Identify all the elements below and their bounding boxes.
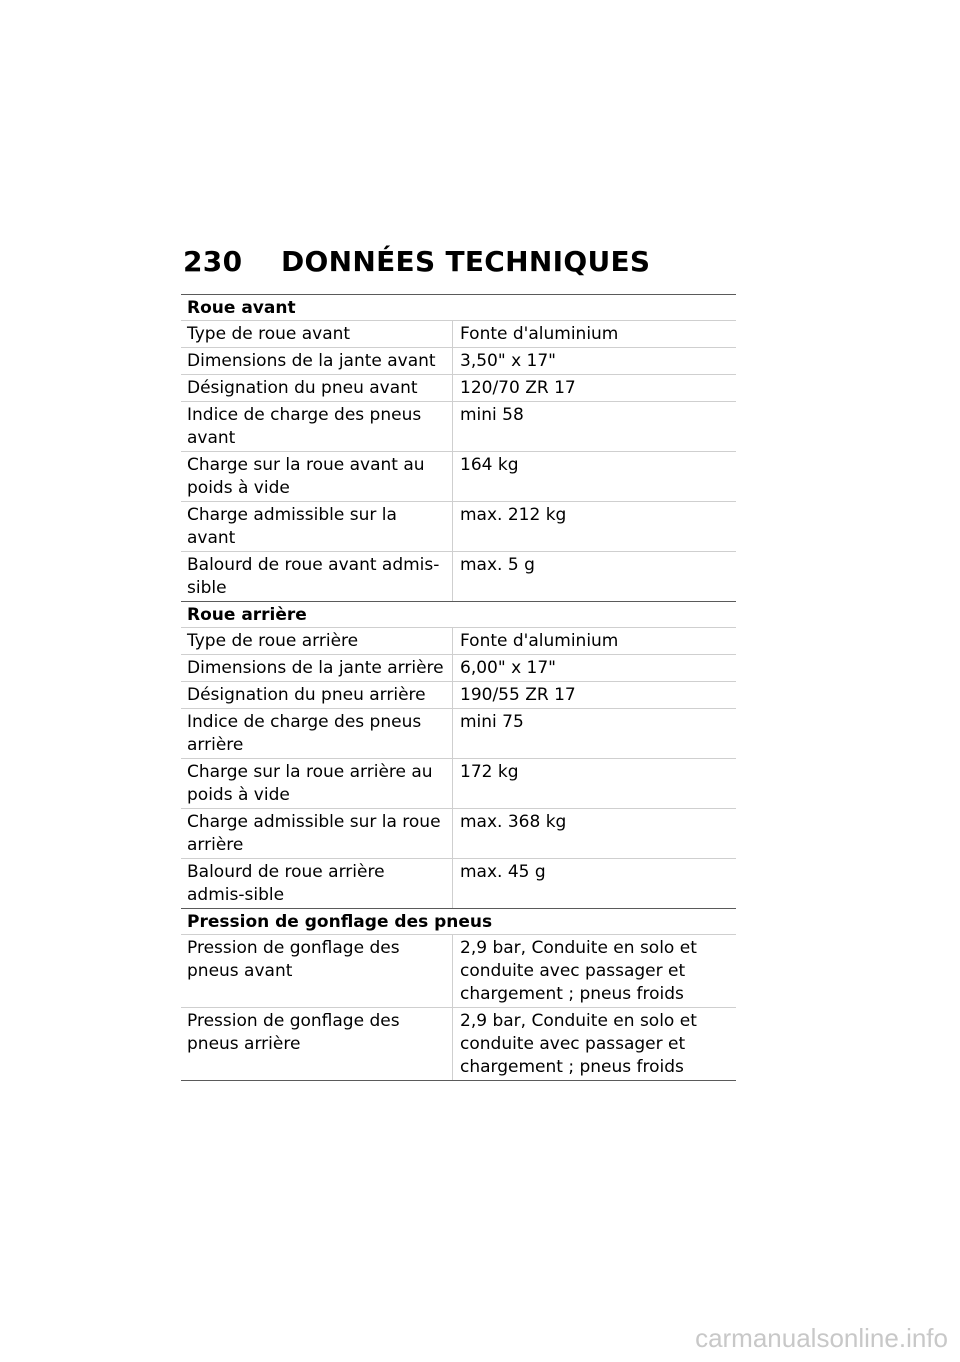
row-value: 2,9 bar, Conduite en solo et conduite avec passager et chargement ; pneus froids [452,1008,736,1080]
table-row [181,759,736,809]
table-row [181,552,736,602]
table-row [181,628,736,655]
row-label: Balourd de roue avant admis-sible [187,555,440,598]
table-row [181,935,736,1008]
table-row [181,655,736,682]
section-title-tire-pressure: Pression de gonflage des pneus [181,909,736,935]
row-value: max. 5 g [452,552,736,601]
row-value: 3,50" x 17" [452,348,736,374]
row-value: max. 212 kg [452,502,736,551]
row-label: Dimensions de la jante avant [187,351,436,371]
table-row [181,1008,736,1080]
table-row [181,402,736,452]
table-row [181,375,736,402]
table-row [181,502,736,552]
page-title: DONNÉES TECHNIQUES [281,245,651,278]
row-value: mini 58 [452,402,736,451]
table-row [181,859,736,909]
row-label: Indice de charge des pneus arrière [187,712,422,755]
watermark: carmanualsonline.info [695,1323,948,1353]
row-label: Pression de gonflage des pneus avant [187,938,400,981]
row-label: Balourd de roue arrière admis-sible [187,862,385,905]
table-row [181,682,736,709]
row-value: 2,9 bar, Conduite en solo et conduite avec passager et chargement ; pneus froids [452,935,736,1007]
row-value: mini 75 [452,709,736,758]
table-row [181,709,736,759]
row-value: 6,00" x 17" [452,655,736,681]
row-value: 172 kg [452,759,736,808]
row-value: 190/55 ZR 17 [452,682,736,708]
table-row [181,452,736,502]
row-label: Désignation du pneu arrière [187,685,426,705]
row-value: Fonte d'aluminium [452,628,736,654]
row-label: Charge sur la roue arrière au poids à vide [187,762,433,805]
row-label: Charge admissible sur la roue arrière [187,812,441,855]
row-label: Charge sur la roue avant au poids à vide [187,455,425,498]
row-label: Type de roue arrière [187,631,359,651]
row-value: Fonte d'aluminium [452,321,736,347]
row-label: Dimensions de la jante arrière [187,658,444,678]
spec-table [181,294,736,1081]
row-value: max. 45 g [452,859,736,908]
page-header [183,244,650,280]
page-number: 230 [183,245,243,278]
row-label: Charge admissible sur la avant [187,505,397,548]
row-value: max. 368 kg [452,809,736,858]
row-value: 164 kg [452,452,736,501]
table-row [181,321,736,348]
section-title-rear-wheel: Roue arrière [181,602,736,628]
row-label: Désignation du pneu avant [187,378,418,398]
section-title-front-wheel: Roue avant [181,295,736,321]
table-row [181,809,736,859]
row-value: 120/70 ZR 17 [452,375,736,401]
row-label: Indice de charge des pneus avant [187,405,422,448]
row-label: Pression de gonflage des pneus arrière [187,1011,400,1054]
row-label: Type de roue avant [187,324,351,344]
table-row [181,348,736,375]
